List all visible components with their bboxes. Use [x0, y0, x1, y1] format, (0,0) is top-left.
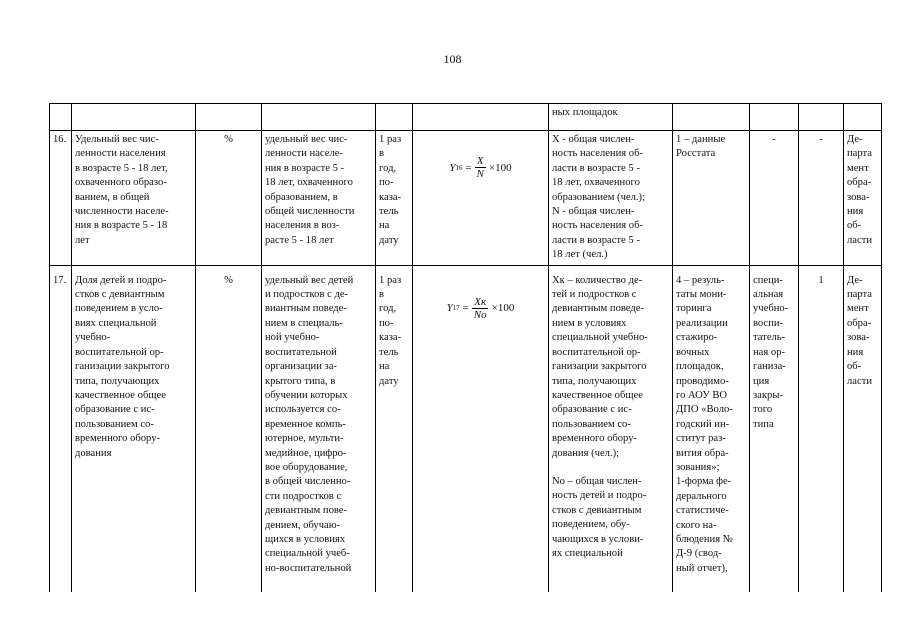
- periodicity-cell: 1 раз в год, по- каза- тель на дату: [376, 265, 413, 592]
- value-cell: 1: [799, 265, 844, 592]
- row-number: 16.: [50, 131, 72, 266]
- table-row: [50, 131, 882, 266]
- row-number: 17.: [50, 265, 72, 592]
- respondent-cell: -: [750, 131, 799, 266]
- definition-cell: удельный вес детей и подростков с де- виантным поведе- нием в специаль- ной учебно- воспитательной организации за- крытого типа, в обучении которых используется со- временное компь- ютерное, мульти- медийное, цифро- вое оборудование, в общей численно- сти подростков с девиантным пове- дением, обучаю- щихся в условиях специальной учеб- но-воспитательной: [262, 265, 376, 592]
- formula: Y 16 = $\frac{X}{N}$ ×100: [449, 155, 512, 181]
- formula-cell: [413, 131, 549, 266]
- formula: Y 17 = $\frac{Xк}{No}$ ×100: [446, 296, 515, 322]
- responsible-cell: Де- парта мент обра- зова- ния об- ласти: [844, 265, 882, 592]
- indicator-name: Доля детей и подро- стков с девиантным поведением в усло- виях специальной учебно- воспитательной ор- ганизации закрытого типа, получающих качественное общее образование с ис- пользованием со- временного обору- дования: [72, 265, 196, 592]
- respondent-cell: специ- альная учебно- воспи- татель- ная ор- ганиза- ция закры- того типа: [750, 265, 799, 592]
- formula-cell: [413, 265, 549, 592]
- method-part-b: No – общая числен- ность детей и подро- стков с девиантным поведением, обу- чающихся в услови- ях специальной: [552, 475, 647, 559]
- page-number: 108: [443, 52, 462, 66]
- source-cell: 1 – данные Росстата: [673, 131, 750, 266]
- method-cell: ных площадок: [549, 104, 673, 131]
- table-row: [50, 104, 882, 131]
- unit-cell: %: [196, 131, 262, 266]
- indicators-table: [49, 103, 882, 592]
- responsible-cell: Де- парта мент обра- зова- ния об- ласти: [844, 131, 882, 266]
- definition-cell: удельный вес чис- ленности населе- ния в возрасте 5 - 18 лет, охваченного образованием, в общей численности населения в воз- расте 5 - 18 лет: [262, 131, 376, 266]
- method-cell: [549, 265, 673, 592]
- unit-cell: %: [196, 265, 262, 592]
- indicator-name: Удельный вес чис- ленности населения в возрасте 5 - 18 лет, охваченного образо- ванием, в общей численности населе- ния в возрасте 5 - 18 лет: [72, 131, 196, 266]
- table-row: [50, 265, 882, 592]
- periodicity-cell: 1 раз в год, по- каза- тель на дату: [376, 131, 413, 266]
- value-cell: -: [799, 131, 844, 266]
- method-part-a: Хк – количество де- тей и подростков с девиантным поведе- нием в условиях специальной учебно- воспитательной ор- ганизации закрытого типа, получающих качественное общее образование с ис- пользованием со- временного обору- дования (чел.);: [552, 274, 648, 459]
- source-cell: 4 – резуль- таты мони- торинга реализации стажиро- вочных площадок, проводимо- го АОУ ВО ДПО «Воло- годский ин- ститут раз- вития обра- зования»; 1-форма фе- дерального статистиче- ского на- блюдения № Д-9 (свод- ный отчет),: [673, 265, 750, 592]
- method-cell: Х - общая числен- ность населения об- ласти в возрасте 5 - 18 лет, охваченного образованием (чел.); N - общая числен- ность населения об- ласти в возрасте 5 - 18 лет (чел.): [549, 131, 673, 266]
